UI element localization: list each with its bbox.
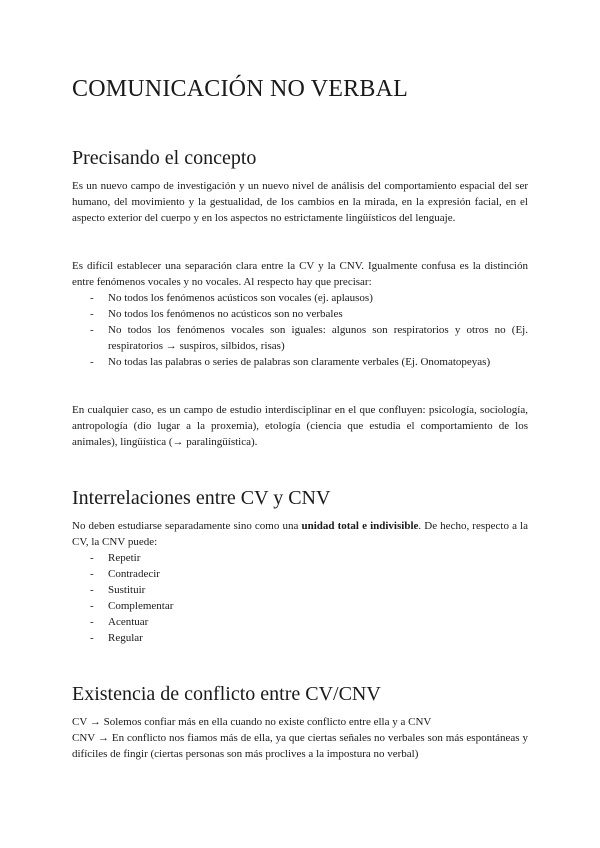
list-item <box>72 598 528 614</box>
list-marker: - <box>90 632 94 644</box>
paragraph-cnv: CNV → En conflicto nos fiamos más de ella, ya que ciertas señales no verbales son más espontáneas y difíciles de fingir (ciertas personas son más proclives a la impostura no verbal) <box>72 732 528 760</box>
list-marker: - <box>90 356 94 368</box>
paragraph-interdisciplinar: En cualquier caso, es un campo de estudio interdisciplinar en el que confluyen: psicología, sociología, antropología (dio lugar a la proxemia), etología (ciencia que estudia el comportamiento de los animales), lingüística (→ paralingüística). <box>72 404 528 448</box>
paragraph-definition: Es un nuevo campo de investigación y un nuevo nivel de análisis del comportamiento espacial del ser humano, del movimiento y la gestualidad, de los cambios en la mirada, en la expresión facial, en el aspecto exterior del cuerpo y en los aspectos no estrictamente lingüísticos del lenguaje. <box>72 180 528 224</box>
list-precisions <box>72 290 528 370</box>
section-heading-conflicto: Existencia de conflicto entre CV/CNV <box>72 683 381 705</box>
list-item <box>72 566 528 582</box>
list-functions <box>72 550 528 646</box>
list-item-text: Complementar <box>108 600 174 612</box>
list-marker: - <box>90 616 94 628</box>
list-item-text: Repetir <box>108 552 141 564</box>
list-marker: - <box>90 324 94 336</box>
list-item <box>72 322 528 354</box>
page-title: COMUNICACIÓN NO VERBAL <box>72 76 408 102</box>
list-item-text: No todos los fenómenos no acústicos son no verbales <box>108 308 343 320</box>
paragraph-text: . De hecho, respecto a la CV, la CNV puede: <box>72 520 528 548</box>
list-item <box>72 290 528 306</box>
list-item <box>72 614 528 630</box>
list-marker: - <box>90 600 94 612</box>
list-item-text: No todos los fenómenos vocales son iguales: algunos son respiratorios y otros no (Ej. respiratorios → suspiros, silbidos, risas) <box>108 324 528 352</box>
paragraph-cv: CV → Solemos confiar más en ella cuando no existe conflicto entre ella y a CNV <box>72 716 432 728</box>
list-marker: - <box>90 584 94 596</box>
list-marker: - <box>90 552 94 564</box>
paragraph-text: No deben estudiarse separadamente sino como una <box>72 520 302 532</box>
list-item-text: Sustituir <box>108 584 146 596</box>
section-heading-concepto: Precisando el concepto <box>72 147 257 169</box>
list-item-text: Regular <box>108 632 143 644</box>
list-item <box>72 582 528 598</box>
list-item <box>72 354 528 370</box>
emphasis-text: unidad total e indivisible <box>301 520 419 532</box>
list-marker: - <box>90 308 94 320</box>
list-item <box>72 550 528 566</box>
paragraph-separation: Es difícil establecer una separación clara entre la CV y la CNV. Igualmente confusa es la distinción entre fenómenos vocales y no vocales. Al respecto hay que precisar: <box>72 260 528 288</box>
list-item-text: Contradecir <box>108 568 160 580</box>
list-marker: - <box>90 568 94 580</box>
list-item-text: Acentuar <box>108 616 149 628</box>
list-marker: - <box>90 292 94 304</box>
list-item-text: No todas las palabras o series de palabras son claramente verbales (Ej. Onomatopeyas) <box>108 356 491 368</box>
list-item <box>72 306 528 322</box>
paragraph-unidad <box>72 518 528 550</box>
section-heading-interrelaciones: Interrelaciones entre CV y CNV <box>72 487 331 509</box>
list-item <box>72 630 528 646</box>
list-item-text: No todos los fenómenos acústicos son vocales (ej. aplausos) <box>108 292 373 304</box>
